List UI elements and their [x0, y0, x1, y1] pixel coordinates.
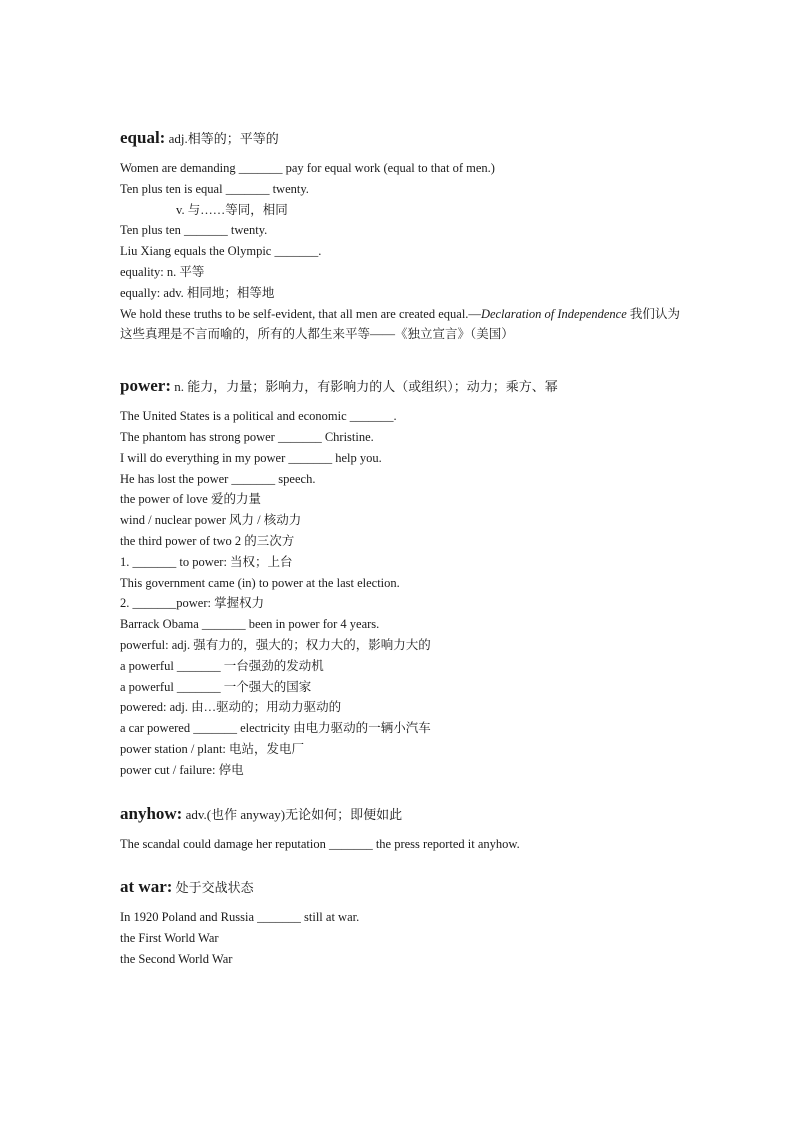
entry-anyhow: [120, 804, 680, 855]
quote-source: Declaration of Independence: [480, 306, 627, 321]
example-line: I will do everything in my power _______ help you.: [120, 450, 382, 465]
example-line: a powerful _______ 一个强大的国家: [120, 679, 312, 694]
headword: at war:: [120, 877, 173, 897]
example-line: The phantom has strong power _______ Christine.: [120, 429, 374, 444]
quote-translation: 我们认为这些真理是不言而喻的，所有的人都生来平等——《独立宣言》（美国）: [120, 306, 680, 342]
headword: anyhow:: [120, 803, 183, 823]
entry-heading: [120, 376, 680, 396]
spacer: [120, 345, 680, 376]
example-line: In 1920 Poland and Russia _______ still at war.: [120, 910, 360, 925]
phrase-line: power cut / failure: 停电: [120, 762, 244, 777]
headword: equal:: [120, 128, 166, 147]
example-line: The United States is a political and economic _______.: [120, 409, 397, 424]
phrase-line: 2. _______power: 掌握权力: [120, 596, 265, 611]
derivative-line: powerful: adj. 强有力的，强大的；权力大的，影响力大的: [120, 637, 431, 652]
example-line: Liu Xiang equals the Olympic _______.: [120, 244, 322, 259]
quote-text: We hold these truths to be self-evident, that all men are created equal.—: [120, 306, 481, 321]
entry-heading: [120, 877, 680, 897]
example-line: wind / nuclear power 风力 / 核动力: [120, 513, 302, 528]
document-page: [120, 128, 680, 970]
example-line: The scandal could damage her reputation _______ the press reported it anyhow.: [120, 836, 520, 851]
example-line: the First World War: [120, 931, 219, 946]
entry-at-war: [120, 877, 680, 969]
entry-heading: [120, 128, 680, 148]
definition: adj.相等的；平等的: [165, 131, 279, 146]
headword: power:: [120, 376, 171, 396]
quote-paragraph: [120, 304, 680, 346]
example-line: Ten plus ten _______ twenty.: [120, 223, 268, 238]
spacer: [120, 854, 680, 877]
example-line: the power of love 爱的力量: [120, 492, 261, 507]
derivative-line: equality: n. 平等: [120, 264, 205, 279]
definition: 处于交战状态: [172, 880, 254, 896]
entry-heading: [120, 804, 680, 824]
example-line: Ten plus ten is equal _______ twenty.: [120, 181, 309, 196]
sense-line: v. 与……等同，相同: [176, 202, 288, 217]
example-line: the third power of two 2 的三次方: [120, 533, 295, 548]
definition: n. 能力，力量；影响力，有影响力的人（或组织）；动力；乘方、幂: [170, 379, 558, 395]
example-line: a powerful _______ 一台强劲的发动机: [120, 658, 324, 673]
example-line: Women are demanding _______ pay for equal work (equal to that of men.): [120, 161, 495, 175]
example-line: Barrack Obama _______ been in power for 4 years.: [120, 617, 380, 632]
entry-equal: [120, 128, 680, 345]
phrase-line: 1. _______ to power: 当权；上台: [120, 554, 293, 569]
phrase-line: power station / plant: 电站，发电厂: [120, 741, 305, 756]
definition: adv.(也作 anyway)无论如何；即便如此: [182, 806, 403, 822]
example-line: a car powered _______ electricity 由电力驱动的一辆小汽车: [120, 721, 431, 736]
example-line: This government came (in) to power at the last election.: [120, 575, 400, 590]
derivative-line: equally: adv. 相同地；相等地: [120, 285, 275, 300]
entry-power: [120, 376, 680, 780]
spacer: [120, 781, 680, 804]
example-line: He has lost the power _______ speech.: [120, 471, 316, 486]
example-line: the Second World War: [120, 951, 233, 966]
derivative-line: powered: adj. 由…驱动的；用动力驱动的: [120, 700, 342, 715]
